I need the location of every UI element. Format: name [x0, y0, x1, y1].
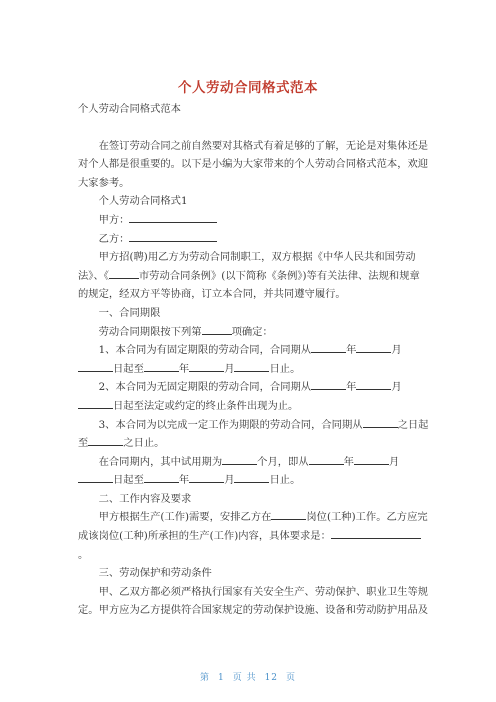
clause-open-term	[78, 378, 430, 415]
date-blank	[356, 341, 391, 353]
term-intro	[78, 323, 430, 342]
clause-text: 月	[391, 381, 402, 394]
clause-text: 3、本合同为以完成一定工作为期限的劳动合同，合同期从	[98, 418, 363, 431]
heading-work-content: 二、工作内容及要求	[98, 492, 192, 505]
intro-paragraph: 在签订劳动合同之前自然要对其格式有着足够的了解，无论是对集体还是对个人都是很重要的。以下是小编为大家带来的个人劳动合同格式范本，欢迎大家参考。	[78, 139, 429, 189]
document-body	[78, 100, 430, 620]
date-blank	[354, 453, 389, 465]
footer-page-number: 1	[217, 673, 225, 683]
party-b-line	[78, 230, 430, 249]
date-blank	[78, 360, 113, 372]
footer-total-pages: 12	[264, 673, 279, 683]
date-blank	[88, 434, 123, 446]
date-blank	[234, 360, 269, 372]
probation-text: 个月，即从	[257, 455, 309, 468]
probation-text: 月	[388, 455, 400, 468]
recital-text-2: 市劳动合同条例》(以下简称《条例》)等有关法律、法规和规章的规定，经双方平等协商，订立本合同，并共同遵守履行。	[78, 269, 420, 301]
date-blank	[189, 471, 224, 483]
page-footer	[0, 670, 496, 683]
footer-label-of: 页 共	[232, 673, 257, 683]
clause-text: 之日起至	[78, 418, 429, 450]
party-b-label: 乙方：	[98, 232, 130, 245]
clause-text: 月	[391, 344, 402, 357]
clause-text: 2、本合同为无固定期限的劳动合同，合同期从	[98, 381, 312, 394]
recital-text-1: 甲方招(聘)用乙方为劳动合同制职工，双方根据《中华人民共和国劳动法》、《	[78, 251, 416, 282]
footer-label-end: 页	[286, 673, 297, 683]
clause-text: 月	[224, 362, 235, 375]
footer-label-page: 第	[199, 673, 210, 683]
clause-text: 年	[346, 344, 357, 357]
work-text: 。	[78, 548, 89, 561]
clause-text: 年	[346, 381, 357, 394]
clause-text: 1、本合同为有固定期限的劳动合同，合同期从	[98, 344, 312, 357]
date-blank	[222, 453, 257, 465]
date-blank	[234, 471, 269, 483]
document-subtitle: 个人劳动合同格式范本	[78, 103, 181, 115]
date-blank	[356, 378, 391, 390]
work-text: 岗位(工种)工作。乙方应完成该岗位(工种)所承担的生产(工作)内容，具体要求是：	[78, 511, 428, 543]
probation-text: 月	[224, 474, 235, 487]
date-blank	[78, 471, 113, 483]
clause-text: 日起至法定或约定的终止条件出现为止。	[113, 399, 299, 412]
clause-text: 之日止。	[123, 437, 165, 450]
probation-text: 日起至	[113, 474, 144, 487]
term-intro-text-1: 劳动合同期限按下列第	[98, 325, 202, 338]
date-blank	[311, 378, 346, 390]
work-paragraph	[78, 508, 430, 564]
recital-paragraph	[78, 248, 430, 304]
protection-paragraph: 甲、乙双方都必须严格执行国家有关安全生产、劳动保护、职业卫生等规定。甲方应为乙方提供符合国家规定的劳动保护设施、设备和劳动防护用品及	[78, 585, 429, 617]
date-blank	[309, 453, 344, 465]
clause-text: 日止。	[269, 362, 301, 375]
clause-text: 年	[178, 362, 190, 375]
heading-contract-term: 一、合同期限	[98, 306, 161, 319]
date-blank	[363, 416, 398, 428]
party-a-line	[78, 211, 430, 230]
party-b-blank	[129, 230, 217, 242]
date-blank	[78, 397, 113, 409]
party-a-blank	[129, 211, 217, 223]
probation-text: 年	[178, 474, 190, 487]
date-blank	[311, 341, 346, 353]
city-blank	[109, 267, 139, 279]
probation-text: 在合同期内，其中试用期为	[98, 455, 223, 468]
heading-labor-protection: 三、劳动保护和劳动条件	[98, 567, 212, 580]
date-blank	[189, 360, 224, 372]
date-blank	[144, 471, 179, 483]
term-option-blank	[202, 323, 232, 335]
requirements-blank	[331, 527, 421, 539]
term-intro-text-2: 项确定：	[231, 325, 273, 338]
clause-fixed-term	[78, 341, 430, 378]
date-blank	[144, 360, 179, 372]
page-title: 个人劳动合同格式范本	[178, 80, 318, 96]
party-a-label: 甲方：	[98, 213, 130, 226]
clause-text: 日起至	[113, 362, 144, 375]
position-blank	[271, 508, 306, 520]
probation-text: 年	[343, 455, 354, 468]
work-text: 甲方根据生产(工作)需要，安排乙方在	[98, 511, 272, 524]
section-heading: 个人劳动合同格式1	[98, 195, 188, 208]
clause-task-term	[78, 416, 430, 453]
probation-text: 日止。	[269, 474, 301, 487]
probation-paragraph	[78, 453, 430, 490]
